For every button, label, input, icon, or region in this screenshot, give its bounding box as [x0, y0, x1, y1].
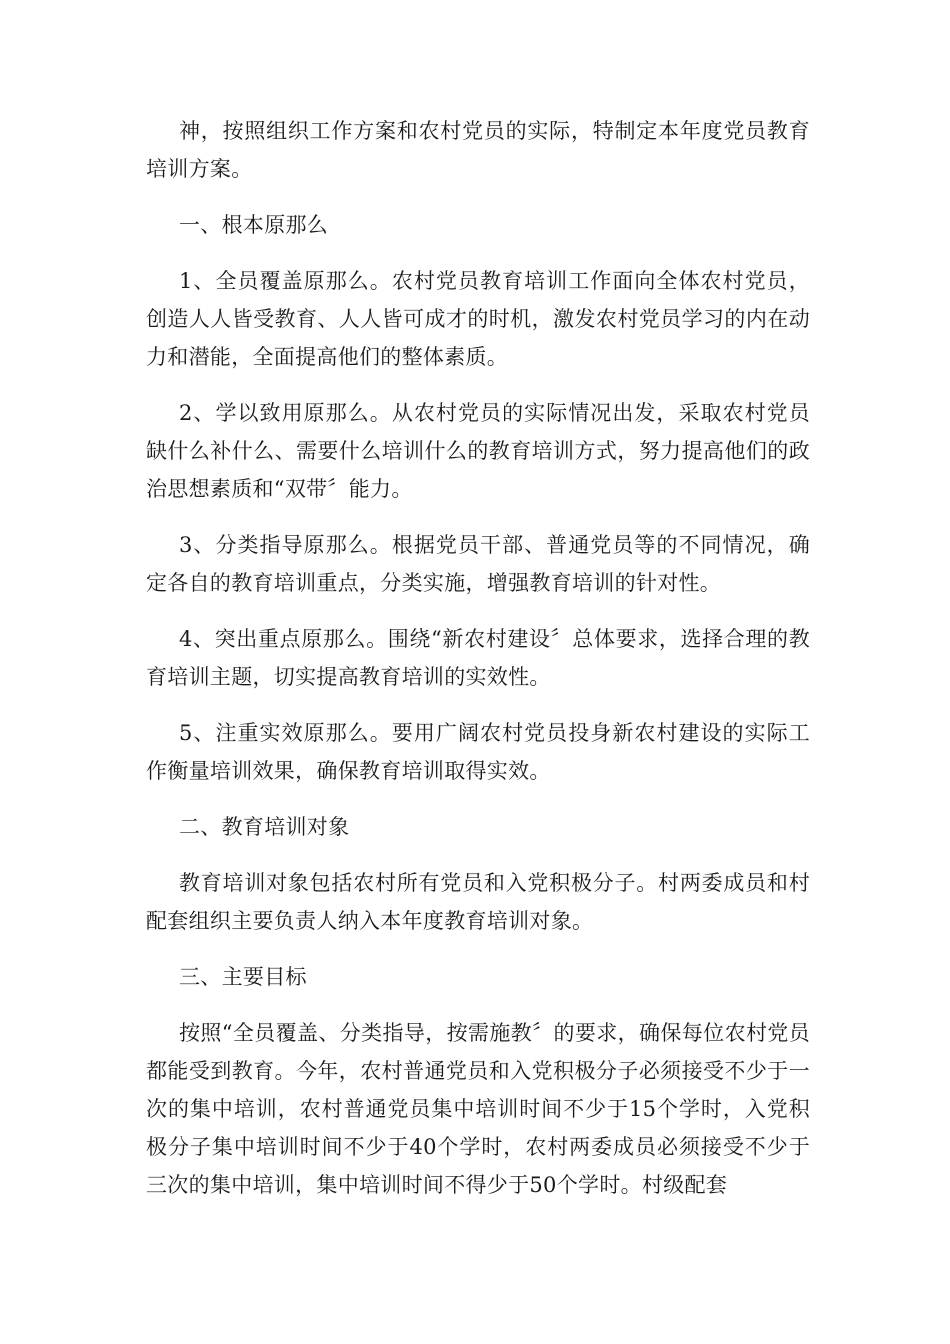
paragraph-principle-1: 1、全员覆盖原那么。农村党员教育培训工作面向全体农村党员，创造人人皆受教育、人人皆可成才的时机，激发农村党员学习的内在动力和潜能，全面提高他们的整体素质。	[146, 269, 810, 369]
section-heading-training-targets: 二、教育培训对象	[179, 815, 350, 839]
paragraph-intro-continuation: 神，按照组织工作方案和农村党员的实际，特制定本年度党员教育培训方案。	[146, 119, 810, 181]
section-heading-principles: 一、根本原那么	[179, 213, 329, 237]
paragraph-principle-3: 3、分类指导原那么。根据党员干部、普通党员等的不同情况，确定各自的教育培训重点，分类实施，增强教育培训的针对性。	[146, 533, 810, 595]
paragraph-training-targets: 教育培训对象包括农村所有党员和入党积极分子。村两委成员和村配套组织主要负责人纳入本年度教育培训对象。	[146, 871, 810, 933]
paragraph-principle-4: 4、突出重点原那么。围绕“新农村建设〞总体要求，选择合理的教育培训主题，切实提高教育培训的实效性。	[146, 627, 810, 689]
paragraph-main-goals: 按照“全员覆盖、分类指导，按需施教〞的要求，确保每位农村党员都能受到教育。今年，农村普通党员和入党积极分子必须接受不少于一次的集中培训，农村普通党员集中培训时间不少于15个学时，入党积极分子集中培训时间不少于40个学时，农村两委成员必须接受不少于三次的集中培训，集中培训时间不得少于50个学时。村级配套	[146, 1021, 810, 1197]
paragraph-principle-2: 2、学以致用原那么。从农村党员的实际情况出发，采取农村党员缺什么补什么、需要什么培训什么的教育培训方式，努力提高他们的政治思想素质和“双带〞能力。	[146, 401, 810, 501]
paragraph-principle-5: 5、注重实效原那么。要用广阔农村党员投身新农村建设的实际工作衡量培训效果，确保教育培训取得实效。	[146, 721, 810, 783]
document-body	[146, 112, 810, 1222]
section-heading-main-goals: 三、主要目标	[179, 965, 307, 989]
